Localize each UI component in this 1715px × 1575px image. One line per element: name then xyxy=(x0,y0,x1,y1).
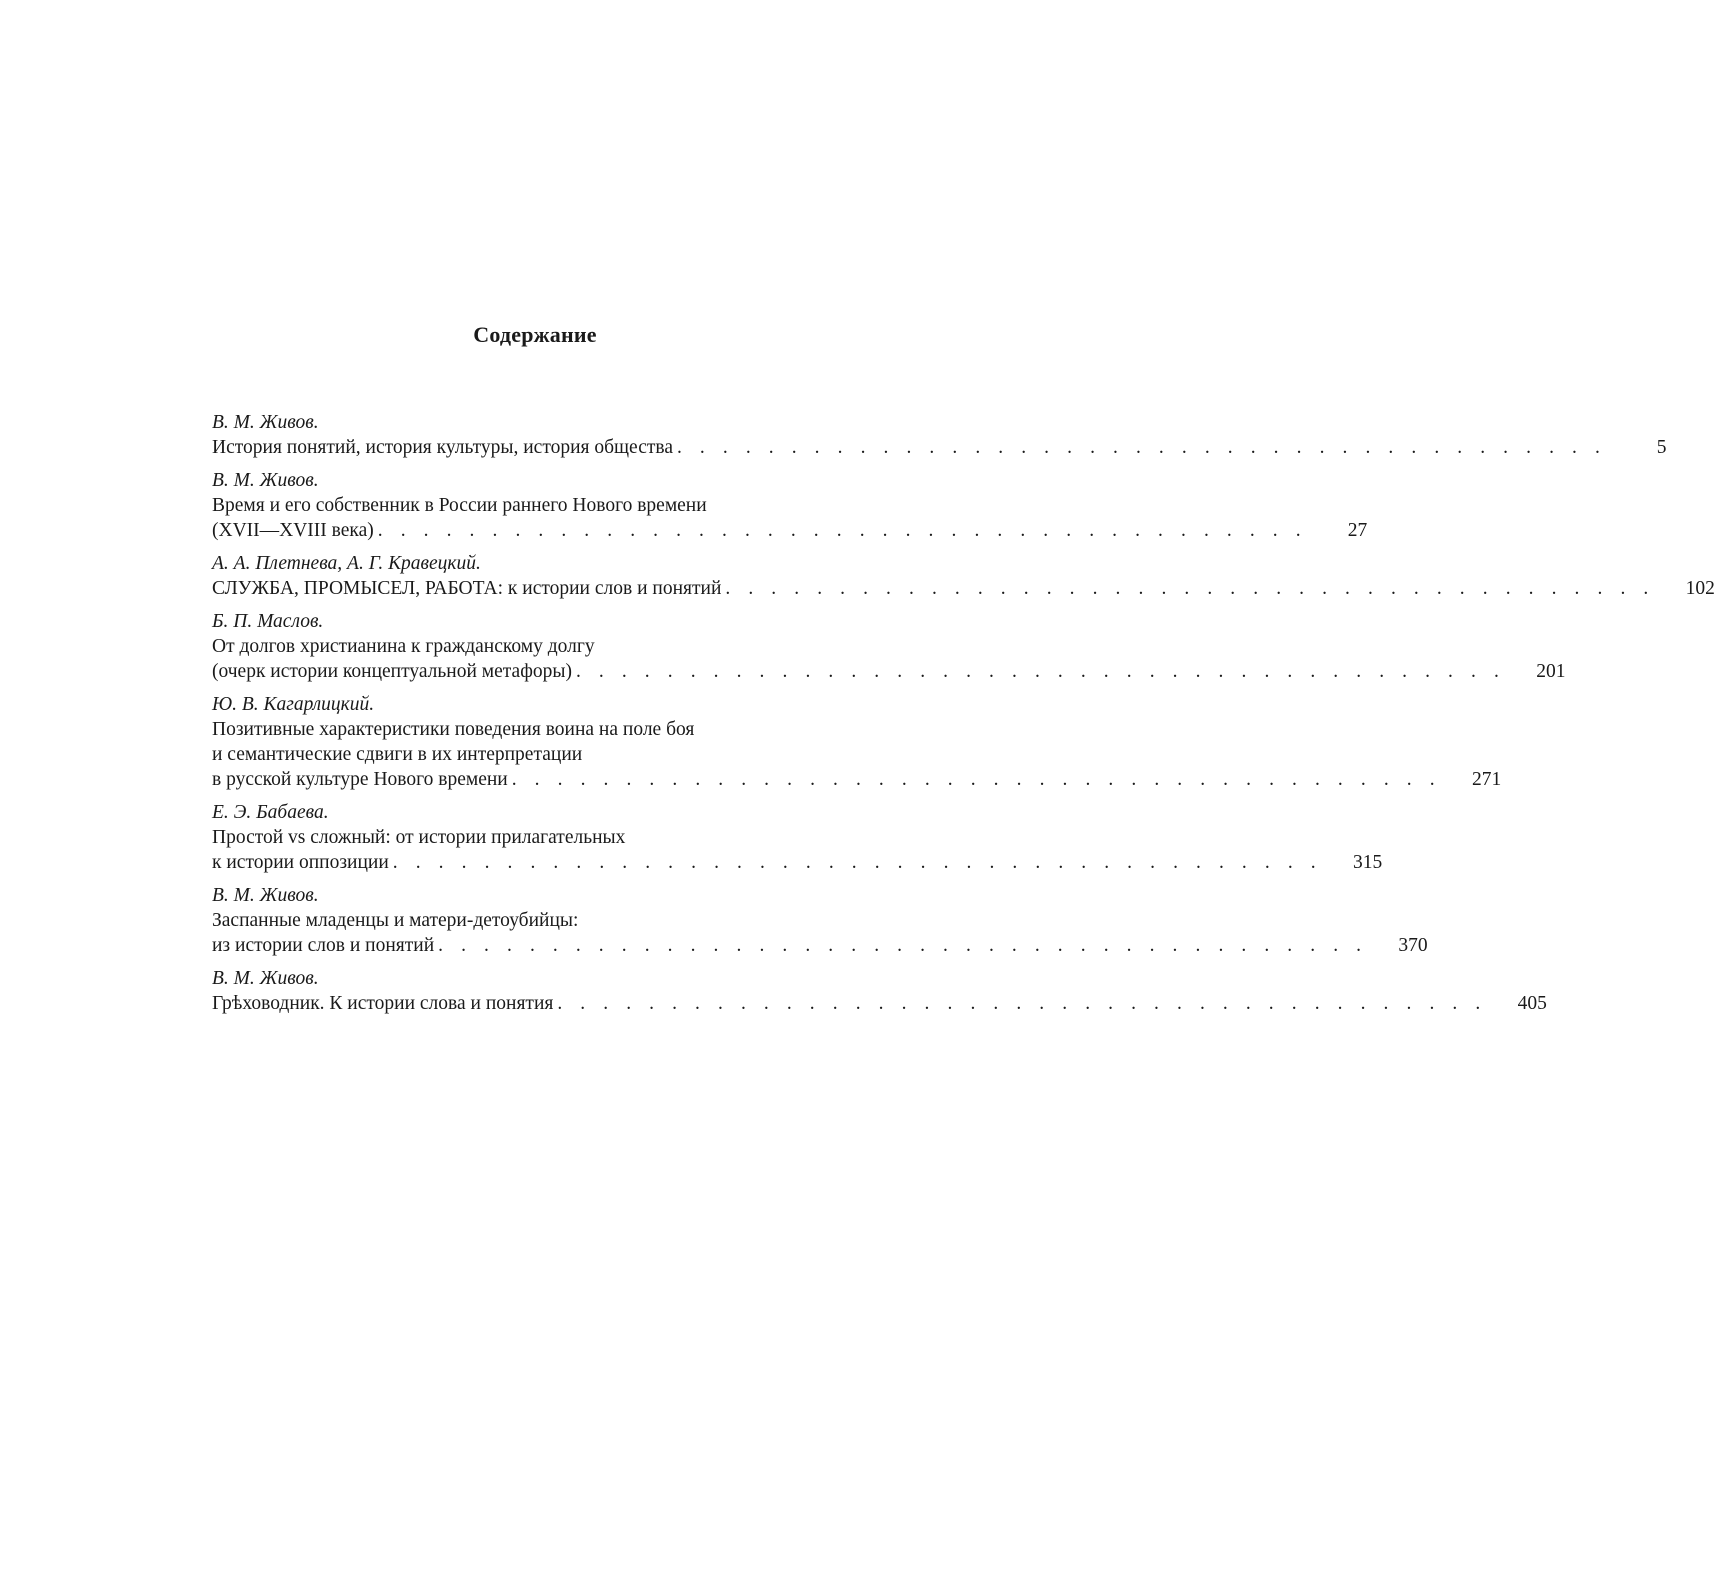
entry-author: В. М. Живов. xyxy=(212,412,319,433)
entry-title-row xyxy=(212,576,1715,602)
toc-entry[interactable] xyxy=(212,468,1368,544)
dot-leader: . . . . . . . . . . . . . . . . . . . . . . . . . . . . . . . . . . . . . . . . . xyxy=(725,578,1655,599)
entry-title: из истории слов и понятий xyxy=(212,935,435,956)
dot-leader: . . . . . . . . . . . . . . . . . . . . . . . . . . . . . . . . . . . . . . . . . xyxy=(575,661,1506,682)
entry-author: Е. Э. Бабаева. xyxy=(212,802,329,823)
entry-page-number: 271 xyxy=(1471,769,1502,790)
entry-author: Ю. В. Кагарлицкий. xyxy=(212,694,375,715)
entry-title-row xyxy=(212,518,1368,544)
entry-title: История понятий, история культуры, история общества xyxy=(212,437,673,458)
entry-title: Грѣховодник. К истории слова и понятия xyxy=(212,993,554,1014)
dot-leader: . . . . . . . . . . . . . . . . . . . . . . . . . . . . . . . . . . . . . . . . . xyxy=(377,520,1308,541)
entry-author: Б. П. Маслов. xyxy=(212,611,324,632)
entry-title-line: Время и его собственник в России раннего Нового времени xyxy=(212,495,707,516)
toc-entry[interactable] xyxy=(212,883,1428,959)
entry-author: В. М. Живов. xyxy=(212,885,319,906)
entry-title-row xyxy=(212,435,1667,461)
dot-leader: . . . . . . . . . . . . . . . . . . . . . . . . . . . . . . . . . . . . . . . . . xyxy=(511,769,1442,790)
entry-title: к истории оппозиции xyxy=(212,852,389,873)
entry-page-number: 5 xyxy=(1656,437,1667,458)
entry-author: А. А. Плетнева, А. Г. Кравецкий. xyxy=(212,553,481,574)
entry-title-line: Заспанные младенцы и матери-детоубийцы: xyxy=(212,910,579,931)
dot-leader: . . . . . . . . . . . . . . . . . . . . . . . . . . . . . . . . . . . . . . . . . xyxy=(557,993,1487,1014)
entry-title: СЛУЖБА, ПРОМЫСЕЛ, РАБОТА: к истории слов и понятий xyxy=(212,578,722,599)
entry-author: В. М. Живов. xyxy=(212,968,319,989)
entry-title-row xyxy=(212,767,1502,793)
page-title: Содержание xyxy=(473,322,597,347)
entry-title-line: и семантические сдвиги в их интерпретации xyxy=(212,744,583,765)
toc-entry[interactable] xyxy=(212,410,1667,461)
entry-title: (очерк истории концептуальной метафоры) xyxy=(212,661,572,682)
table-of-contents xyxy=(212,410,1715,1024)
entry-title-row xyxy=(212,659,1566,685)
entry-title-row xyxy=(212,933,1428,959)
entry-page-number: 201 xyxy=(1536,661,1566,682)
entry-title: в русской культуре Нового времени xyxy=(212,769,508,790)
toc-entry[interactable] xyxy=(212,692,1502,793)
dot-leader: . . . . . . . . . . . . . . . . . . . . . . . . . . . . . . . . . . . . . . . . . xyxy=(438,935,1368,956)
toc-entry[interactable] xyxy=(212,551,1715,602)
entry-page-number: 370 xyxy=(1398,935,1428,956)
entry-title-line: Простой vs сложный: от истории прилагательных xyxy=(212,827,626,848)
entry-title-line: От долгов христианина к гражданскому долгу xyxy=(212,636,595,657)
entry-page-number: 315 xyxy=(1353,852,1383,873)
toc-entry[interactable] xyxy=(212,609,1566,685)
entry-page-number: 405 xyxy=(1517,993,1547,1014)
dot-leader: . . . . . . . . . . . . . . . . . . . . . . . . . . . . . . . . . . . . . . . . . xyxy=(676,437,1607,458)
dot-leader: . . . . . . . . . . . . . . . . . . . . . . . . . . . . . . . . . . . . . . . . . xyxy=(392,852,1323,873)
entry-title-row xyxy=(212,991,1547,1017)
entry-author: В. М. Живов. xyxy=(212,470,319,491)
toc-entry[interactable] xyxy=(212,966,1547,1017)
entry-page-number: 102 xyxy=(1685,578,1715,599)
entry-title-row xyxy=(212,850,1383,876)
toc-entry[interactable] xyxy=(212,800,1383,876)
entry-title-line: Позитивные характеристики поведения воина на поле боя xyxy=(212,719,695,740)
entry-page-number: 27 xyxy=(1347,520,1368,541)
entry-title: (XVII—XVIII века) xyxy=(212,520,374,541)
